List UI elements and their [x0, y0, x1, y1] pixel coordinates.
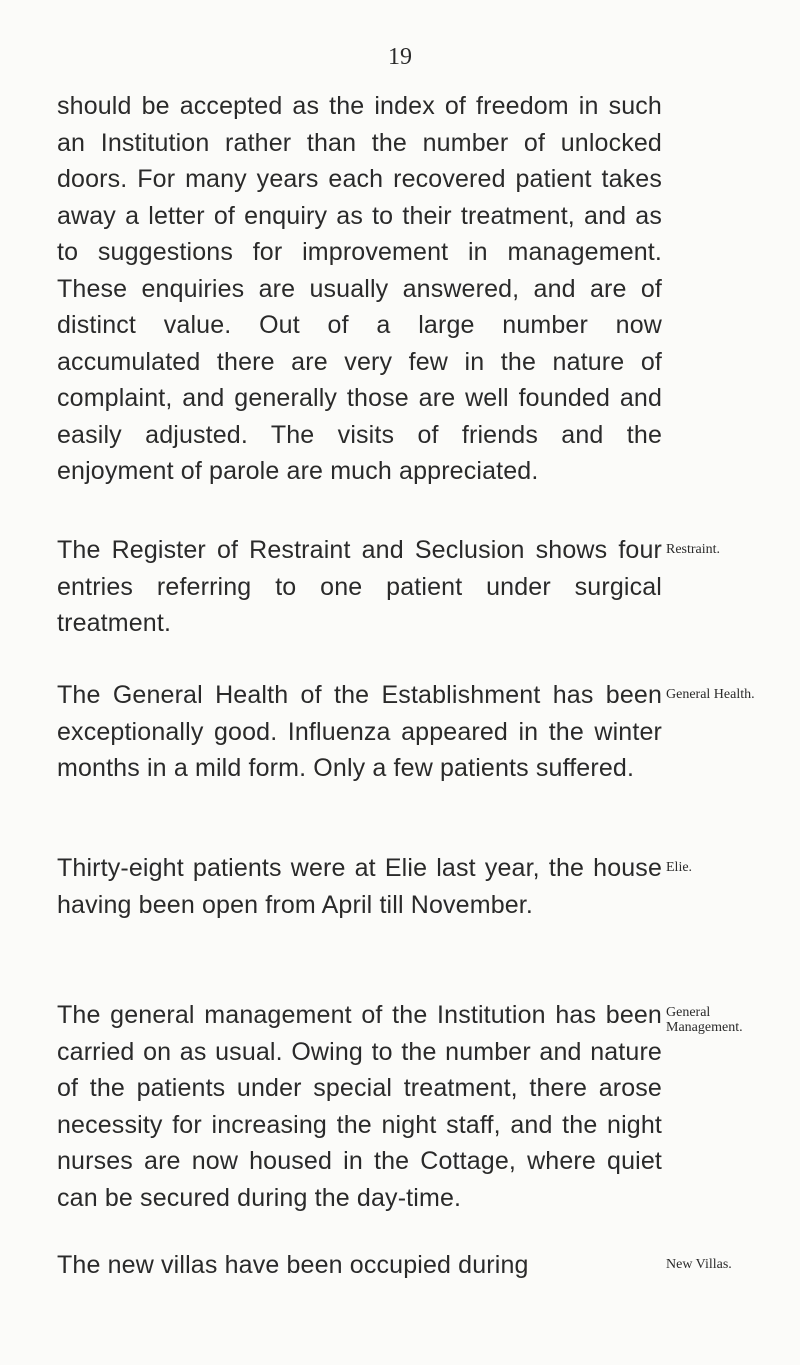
- margin-note-restraint: Restraint.: [666, 542, 721, 557]
- paragraph-general-health: The General Health of the Establishment has been exceptionally good. Influenza appeared in the winter months in a mild form. Only a few patients suffered.: [57, 681, 662, 782]
- margin-note-new-villas: New Villas.: [666, 1257, 732, 1272]
- margin-note-general-management: [666, 1005, 743, 1035]
- paragraph-general-management: The general management of the Institution has been carried on as usual. Owing to the number and nature of the patients under special treatment, there arose necessity for increasing the night staff, and the night nurses are now housed in the Cottage, where quiet can be secured during the day-time.: [57, 1001, 662, 1212]
- margin-note-general-management-line2: Management.: [666, 1020, 743, 1035]
- margin-note-general-health: General Health.: [666, 687, 755, 702]
- paragraph-new-villas: The new villas have been occupied during: [57, 1251, 529, 1279]
- paragraph-elie: Thirty-eight patients were at Elie last year, the house having been open from April till November.: [57, 854, 662, 919]
- margin-note-general-management-line1: General: [666, 1005, 711, 1020]
- page-number: 19: [388, 44, 412, 70]
- paragraph-restraint: The Register of Restraint and Seclusion shows four entries referring to one patient under surgical treatment.: [57, 536, 662, 637]
- margin-note-elie: Elie.: [666, 860, 693, 875]
- paragraph-freedom: should be accepted as the index of freedom in such an Institution rather than the number of unlocked doors. For many years each recovered patient takes away a letter of enquiry as to their treatment, and as to suggestions for improvement in management. These enquiries are usually answered, and are of distinct value. Out of a large number now accumulated there are very few in the nature of complaint, and generally those are well founded and easily adjusted. The visits of friends and the enjoyment of parole are much appreciated.: [57, 92, 662, 485]
